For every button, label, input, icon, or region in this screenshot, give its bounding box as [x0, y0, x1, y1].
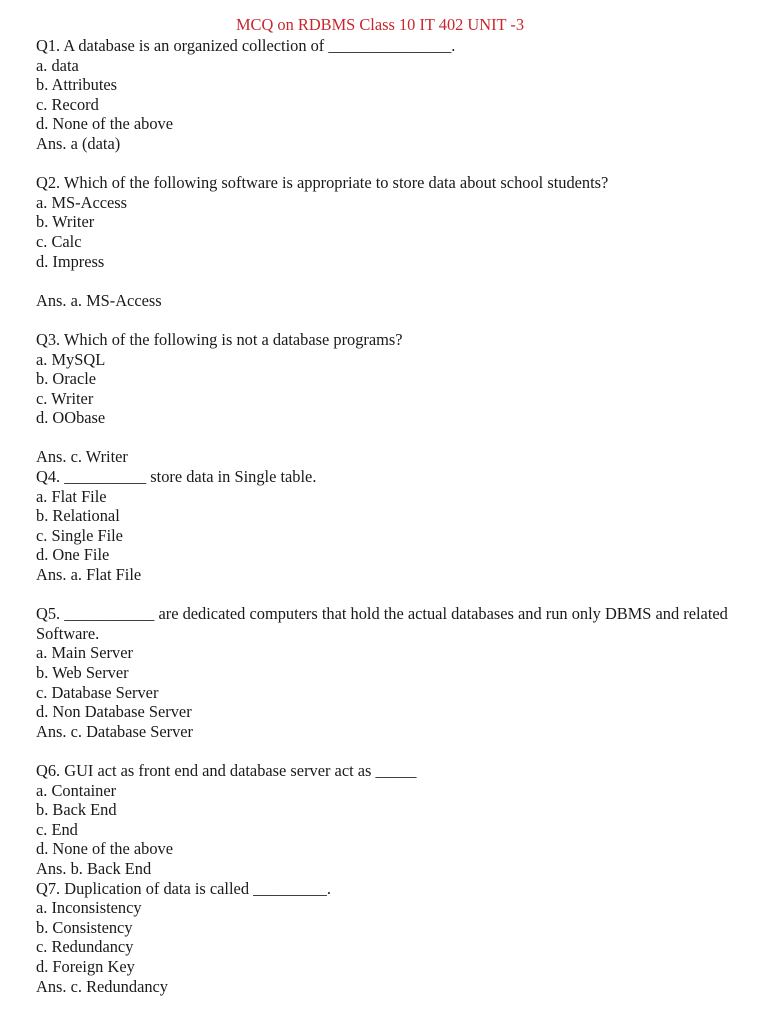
option-c: c. Single File: [36, 525, 123, 545]
answer-text: Ans. c. Database Server: [36, 721, 194, 741]
question-text: Q7. Duplication of data is called _________.: [36, 878, 331, 898]
answer-text: Ans. c. Redundancy: [36, 976, 169, 996]
answer-text: Ans. a. Flat File: [36, 565, 142, 585]
option-b: b. Attributes: [36, 75, 118, 95]
answer-text: Ans. c. Writer: [36, 447, 128, 467]
spacer: [36, 428, 736, 448]
option-b: b. Relational: [36, 506, 120, 526]
option-d: d. None of the above: [36, 839, 173, 859]
option-a: a. data: [36, 55, 79, 75]
option-c: c. Calc: [36, 231, 82, 251]
question-text: Q5. ___________ are dedicated computers that hold the actual databases and run only DBMS and related Software.: [36, 604, 728, 643]
option-c: c. Redundancy: [36, 937, 134, 957]
option-d: d. Foreign Key: [36, 956, 135, 976]
option-d: d. Impress: [36, 251, 105, 271]
question-block-4: [36, 467, 736, 585]
option-a: a. MySQL: [36, 349, 106, 369]
question-text: Q4. __________ store data in Single table.: [36, 467, 317, 487]
option-a: a. MS-Access: [36, 192, 128, 212]
option-d: d. One File: [36, 545, 110, 565]
option-a: a. Inconsistency: [36, 898, 142, 918]
spacer: [36, 271, 736, 291]
option-c: c. Writer: [36, 388, 94, 408]
question-text: Q1. A database is an organized collection of _______________.: [36, 36, 456, 55]
question-block-2: [36, 173, 736, 310]
option-b: b. Oracle: [36, 369, 97, 389]
option-d: d. OObase: [36, 408, 106, 428]
option-c: c. End: [36, 819, 78, 839]
option-d: d. Non Database Server: [36, 702, 192, 722]
answer-text: Ans. a (data): [36, 133, 121, 153]
spacer: [36, 154, 736, 174]
question-block-6: [36, 761, 736, 879]
mcq-content: [36, 36, 736, 996]
option-c: c. Record: [36, 94, 99, 114]
option-c: c. Database Server: [36, 682, 159, 702]
question-block-1: [36, 36, 736, 154]
question-block-7: [36, 879, 736, 997]
answer-text: Ans. b. Back End: [36, 858, 152, 878]
option-b: b. Writer: [36, 212, 95, 232]
option-b: b. Consistency: [36, 917, 133, 937]
option-a: a. Container: [36, 780, 117, 800]
answer-text: Ans. a. MS-Access: [36, 290, 162, 310]
question-text: Q6. GUI act as front end and database server act as _____: [36, 760, 417, 780]
spacer: [36, 741, 736, 761]
page-title: MCQ on RDBMS Class 10 IT 402 UNIT -3: [235, 15, 525, 34]
option-b: b. Web Server: [36, 663, 129, 682]
option-a: a. Flat File: [36, 486, 107, 506]
question-block-3: [36, 330, 736, 467]
question-text: Q2. Which of the following software is appropriate to store data about school students?: [36, 173, 609, 193]
question-text: Q3. Which of the following is not a database programs?: [36, 329, 403, 349]
spacer: [36, 585, 736, 605]
option-b: b. Back End: [36, 800, 117, 820]
spacer: [36, 310, 736, 330]
option-d: d. None of the above: [36, 114, 173, 134]
question-block-5: [36, 604, 736, 741]
option-a: a. Main Server: [36, 643, 133, 663]
